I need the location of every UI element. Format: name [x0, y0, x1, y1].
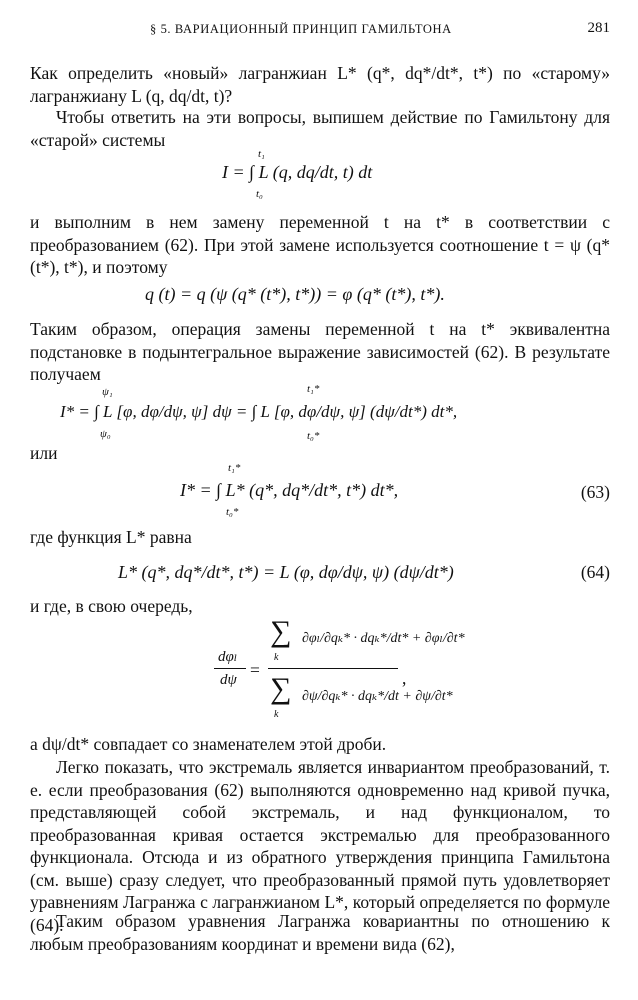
equation-transformed-action-text: I* = ∫ L [φ, dφ/dψ, ψ] dψ = ∫ L [φ, dφ/dψ, ψ] (dψ/dt*) dt*,	[60, 402, 458, 421]
integral-upper-limit: ψ₁	[102, 386, 113, 398]
equals-sign: =	[250, 660, 260, 680]
equation-q-of-t: q (t) = q (ψ (q* (t*), t*)) = φ (q* (t*), t*).	[145, 284, 445, 304]
fraction-lhs-numerator: dφₗ	[218, 649, 238, 665]
equation-63-text: I* = ∫ L* (q*, dq*/dt*, t*) dt*,	[180, 480, 399, 500]
paragraph-substitution: и выполним в нем замену переменной t на t* в соответствии с преобразованием (62). При этой замене используется соотношение t = ψ (q* (t*), t*), и поэтому	[30, 212, 610, 277]
paragraph-covariance: Таким образом уравнения Лагранжа ковариантны по отношению к любым преобразованиям координат и времени вида (62),	[30, 911, 610, 954]
equation-number: (63)	[580, 482, 610, 502]
running-head: § 5. ВАРИАЦИОННЫЙ ПРИНЦИП ГАМИЛЬТОНА	[150, 22, 452, 36]
word-or: или	[30, 443, 58, 463]
sum-symbol: ∑	[270, 615, 292, 648]
book-page: § 5. ВАРИАЦИОННЫЙ ПРИНЦИП ГАМИЛЬТОНА 281 Как определить «новый» лагранжиан L* (q*, dq*/dt*, t*) по «старому» лагранжиану L (q, dq/dt, t)? Чтобы ответить на эти вопросы, выпишем действие по Гамильтону для «старой» системы t₁ I = ∫ L (q, dq/dt, t) dt t₀ и выполним в нем замену переменной t на t* в соответствии с преобразованием (62). При этой замене используется соотношение t = ψ (q* (t*), t*), и поэтому q (t) = q (ψ (q* (t*), t*)) = φ (q* (t*), t*). Таким образом, операция замены переменной t на t* эквивалентна подстановке в подынтегральное выражение зависимостей (62). В результате получаем ψ₁ t₁* I* = ∫ L [φ, dφ/dψ, ψ] dψ = ∫ L [φ, dφ/dψ, ψ] (dψ/dt*) dt*, ψ₀ t₀* или t₁* I* = ∫ L* (q*, dq*/dt*, t*) dt*, t₀* (63) где функция L* равна L* (q*, dq*/dt*, t*) = L (φ, dφ/dψ, ψ) (dψ/dt*) (64) и где, в свою очередь, dφₗ dψ = ∑ k ∂φₗ/∂qₖ* · dqₖ*/dt* + ∂φₗ/∂t* ∑ k ∂ψ/∂qₖ* · dqₖ*/dt + ∂ψ/∂t* , а dψ/dt* совпадает со знаменателем этой дроби. Легко показать, что экстремаль является инвариантом преобразований, т. е. если преобразования (62) выполняются одновременно над кривой пучка, представляющей собой экстремаль, и над функционалом, то преобразованная кривая остается экстремалью для преобразованного функционала. Отсюда и из обратного утверждения принципа Гамильтона (см. выше) сразу следует, что преобразованный прямой путь удовлетворяет уравнениям Лагранжа с лагранжианом L*, который определяется по формуле (64). Таким образом уравнения Лагранжа ковариантны по отношению к любым преобразованиям координат и времени вида (62),	[30, 20, 610, 954]
paragraph-extremal-invariance: Легко показать, что экстремаль является инвариантом преобразований, т. е. если преобразования (62) выполняются одновременно над кривой пучка, представляющей собой экстремаль, и над функционалом, то преобразованная кривая остается экстремалью для преобразованного функционала. Отсюда и из обратного утверждения принципа Гамильтона (см. выше) сразу следует, что преобразованный прямой путь удовлетворяет уравнениям Лагранжа с лагранжианом L*, который определяется по формуле (64).	[30, 757, 610, 935]
integral-lower-limit: t₀*	[307, 430, 320, 442]
integral-lower-limit: ψ₀	[100, 428, 111, 440]
paragraph-question: Как определить «новый» лагранжиан L* (q*, dq*/dt*, t*) по «старому» лагранжиану L (q, dq/dt, t)?	[30, 63, 610, 106]
fraction-lhs-denominator: dψ	[220, 672, 237, 688]
paragraph-result: Таким образом, операция замены переменной t на t* эквивалентна подстановке в подынтегральное выражение зависимостей (62). В результате получаем	[30, 319, 610, 384]
page-number: 281	[587, 20, 610, 36]
fraction-denominator: ∂ψ/∂qₖ* · dqₖ*/dt + ∂ψ/∂t*	[302, 689, 453, 704]
sum-index: k	[274, 652, 279, 663]
integral-lower-limit: t₀	[256, 188, 263, 200]
paragraph-in-turn: и где, в свою очередь,	[30, 596, 193, 616]
integral-lower-limit: t₀*	[226, 506, 239, 518]
equation-64-text: L* (q*, dq*/dt*, t*) = L (φ, dφ/dψ, ψ) (dψ/dt*)	[118, 562, 454, 582]
fraction-bar	[214, 668, 246, 669]
paragraph-action-intro: Чтобы ответить на эти вопросы, выпишем действие по Гамильтону для «старой» системы	[30, 107, 610, 150]
integral-upper-limit: t₁	[258, 148, 265, 160]
equation-action-text: I = ∫ L (q, dq/dt, t) dt	[222, 162, 373, 182]
fraction-numerator: ∂φₗ/∂qₖ* · dqₖ*/dt* + ∂φₗ/∂t*	[302, 631, 465, 646]
integral-upper-limit: t₁*	[307, 383, 320, 395]
sum-symbol: ∑	[270, 672, 292, 705]
paragraph-denominator-note: а dψ/dt* совпадает со знаменателем этой дроби.	[30, 734, 387, 754]
equation-number: (64)	[580, 562, 610, 582]
paragraph-where: где функция L* равна	[30, 527, 192, 547]
sum-index: k	[274, 709, 279, 720]
integral-upper-limit: t₁*	[228, 462, 241, 474]
fraction-bar	[268, 668, 398, 669]
